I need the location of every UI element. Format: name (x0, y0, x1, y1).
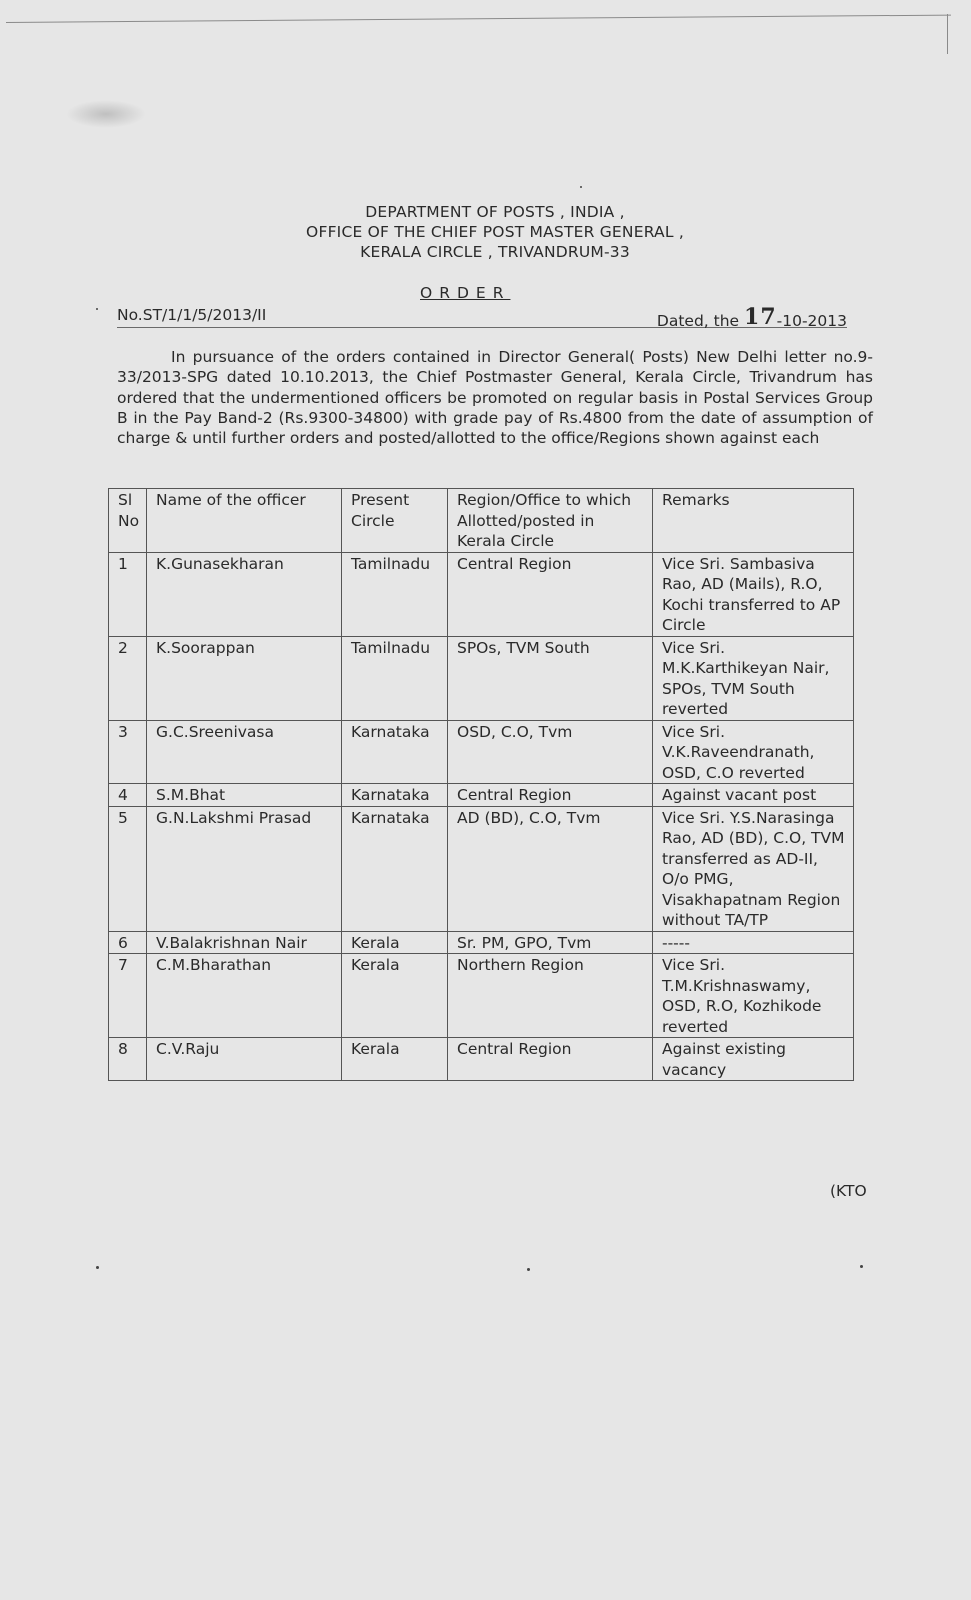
cell-circle: Kerala (342, 1038, 448, 1081)
cell-region: Central Region (448, 552, 653, 636)
scan-speck (96, 1266, 99, 1269)
table-row (109, 954, 854, 1038)
letterhead (250, 202, 740, 262)
header-remarks: Remarks (653, 489, 854, 553)
cell-circle: Karnataka (342, 784, 448, 807)
cell-remarks: Vice Sri. V.K.Raveendranath, OSD, C.O reverted (653, 720, 854, 784)
cell-circle: Kerala (342, 954, 448, 1038)
cell-sl: 8 (109, 1038, 147, 1081)
letterhead-line-1: DEPARTMENT OF POSTS , INDIA , (365, 203, 625, 221)
cell-region: Central Region (448, 784, 653, 807)
reference-number: No.ST/1/1/5/2013/II (117, 306, 267, 324)
cell-remarks: Vice Sri. Y.S.Narasinga Rao, AD (BD), C.O, TVM transferred as AD-II, O/o PMG, Visakhapatnam Region without TA/TP (653, 806, 854, 931)
cell-remarks: Vice Sri. Sambasiva Rao, AD (Mails), R.O, Kochi transferred to AP Circle (653, 552, 854, 636)
cell-name: G.C.Sreenivasa (147, 720, 342, 784)
scan-speck (96, 308, 98, 310)
officers-table (108, 488, 854, 1081)
table-header-row (109, 489, 854, 553)
table-row (109, 636, 854, 720)
cell-sl: 5 (109, 806, 147, 931)
table-row (109, 552, 854, 636)
date-month-year: -10-2013 (776, 312, 847, 330)
letterhead-line-3: KERALA CIRCLE , TRIVANDRUM-33 (360, 243, 630, 261)
cell-circle: Kerala (342, 931, 448, 954)
cell-name: S.M.Bhat (147, 784, 342, 807)
date-prefix: Dated, the (656, 312, 740, 330)
cell-name: V.Balakrishnan Nair (147, 931, 342, 954)
cell-circle: Tamilnadu (342, 552, 448, 636)
cell-name: K.Soorappan (147, 636, 342, 720)
cell-circle: Karnataka (342, 720, 448, 784)
cell-sl: 7 (109, 954, 147, 1038)
top-border-corner (947, 14, 948, 54)
header-region: Region/Office to which Allotted/posted in Kerala Circle (448, 489, 653, 553)
table-row (109, 720, 854, 784)
continued-overleaf-note: (KTO (830, 1182, 867, 1200)
header-sl-no: Sl No (109, 489, 147, 553)
cell-region: Sr. PM, GPO, Tvm (448, 931, 653, 954)
order-title: ORDER (420, 284, 511, 302)
letterhead-line-2: OFFICE OF THE CHIEF POST MASTER GENERAL , (306, 223, 684, 241)
order-body-paragraph (117, 347, 873, 448)
table-row (109, 784, 854, 807)
cell-region: OSD, C.O, Tvm (448, 720, 653, 784)
cell-name: C.V.Raju (147, 1038, 342, 1081)
cell-remarks: Against vacant post (653, 784, 854, 807)
cell-sl: 6 (109, 931, 147, 954)
date-day-handwritten: 17 (744, 304, 777, 330)
cell-circle: Tamilnadu (342, 636, 448, 720)
cell-region: SPOs, TVM South (448, 636, 653, 720)
cell-name: G.N.Lakshmi Prasad (147, 806, 342, 931)
reference-row (117, 305, 847, 328)
cell-sl: 4 (109, 784, 147, 807)
cell-remarks: Against existing vacancy (653, 1038, 854, 1081)
header-present-circle: Present Circle (342, 489, 448, 553)
reference-date (657, 306, 847, 332)
cell-name: C.M.Bharathan (147, 954, 342, 1038)
cell-sl: 3 (109, 720, 147, 784)
scan-speck (860, 1265, 863, 1268)
cell-remarks: ----- (653, 931, 854, 954)
cell-sl: 1 (109, 552, 147, 636)
cell-remarks: Vice Sri. T.M.Krishnaswamy, OSD, R.O, Kozhikode reverted (653, 954, 854, 1038)
cell-region: Central Region (448, 1038, 653, 1081)
header-officer-name: Name of the officer (147, 489, 342, 553)
scan-speck (580, 186, 582, 188)
table-row (109, 806, 854, 931)
table-row (109, 931, 854, 954)
cell-sl: 2 (109, 636, 147, 720)
scan-speck (527, 1268, 530, 1271)
cell-name: K.Gunasekharan (147, 552, 342, 636)
cell-circle: Karnataka (342, 806, 448, 931)
cell-region: Northern Region (448, 954, 653, 1038)
order-body-text: In pursuance of the orders contained in Director General( Posts) New Delhi letter no.9-33/2013-SPG dated 10.10.2013, the Chief Postmaster General, Kerala Circle, Trivandrum has ordered that the undermentioned officers be promoted on regular basis in Postal Services Group B in the Pay Band-2 (Rs.9300-34800) with grade pay of Rs.4800 from the date of assumption of charge & until further orders and posted/allotted to the office/Regions shown against each (117, 348, 873, 448)
scan-smudge (66, 100, 146, 128)
table-row (109, 1038, 854, 1081)
top-border-line (6, 15, 951, 23)
cell-remarks: Vice Sri. M.K.Karthikeyan Nair, SPOs, TVM South reverted (653, 636, 854, 720)
cell-region: AD (BD), C.O, Tvm (448, 806, 653, 931)
